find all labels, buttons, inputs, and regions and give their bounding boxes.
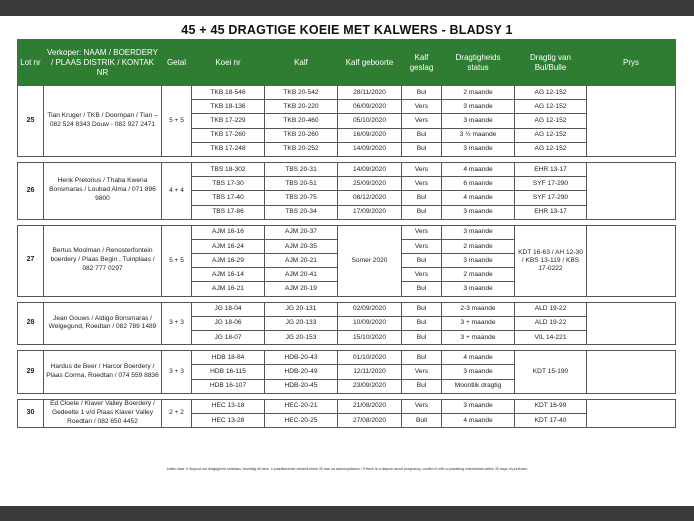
pregnancy-status: 3 maande (442, 100, 515, 114)
header-verkoper: Verkoper: NAAM / BOERDERY / PLAAS DISTRIK / KONTAK NR (44, 40, 162, 86)
pregnancy-status: 2-3 maande (442, 302, 515, 316)
cow-number: JG 18-04 (192, 302, 265, 316)
cow-number: HEC 13-18 (192, 399, 265, 413)
cow-number: AJM 16-14 (192, 268, 265, 282)
calf-birth: 14/09/2020 (338, 142, 402, 156)
cow-number: TBS 17-30 (192, 177, 265, 191)
calf-number: TKB 20-220 (265, 100, 338, 114)
calf-sex: Bul (402, 128, 442, 142)
bull-sire: KDT 16-99 (515, 399, 587, 413)
cow-number: AJM 16-29 (192, 254, 265, 268)
calf-number: HEC-20-25 (265, 413, 338, 427)
lot-number: 27 (18, 225, 44, 296)
cow-number: HDB 18-84 (192, 351, 265, 365)
calf-number: AJM 20-37 (265, 225, 338, 239)
header-status: Dragtigheids status (442, 40, 515, 86)
calf-sex: Vers (402, 114, 442, 128)
calf-sex: Bul (402, 191, 442, 205)
pregnancy-status: 3 maande (442, 399, 515, 413)
calf-sex: Bul (402, 142, 442, 156)
calf-sex: Vers (402, 177, 442, 191)
calf-number: HDB-20-45 (265, 379, 338, 393)
bull-sire: AG 12-152 (515, 100, 587, 114)
seller-info: Bertus Moolman / Renosterfontein boerdery / Plaas Begin , Tuinplaas / 082 777 0297 (44, 225, 162, 296)
price-cell[interactable] (587, 225, 676, 296)
header-getal: Getal (162, 40, 192, 86)
calf-birth: 01/10/2020 (338, 351, 402, 365)
calf-number: TKB 20-542 (265, 86, 338, 100)
calf-number: TKB 20-252 (265, 142, 338, 156)
calf-number: TBS 20-51 (265, 177, 338, 191)
animal-count: 4 + 4 (162, 162, 192, 219)
bull-sire: KDT 17-40 (515, 413, 587, 427)
calf-sex: Vers (402, 100, 442, 114)
bull-sire: AG 12-152 (515, 86, 587, 100)
calf-number: HDB-20-43 (265, 351, 338, 365)
table-row (18, 302, 676, 316)
calf-birth: Somer 2020 (338, 225, 402, 296)
pregnancy-status: 2 maande (442, 268, 515, 282)
bottom-bar (0, 506, 694, 521)
bull-sire: VIL 14-221 (515, 331, 587, 345)
seller-info: Ed Cloete / Klaver Valley Boerdery / Gedeelte 1 v/d Plaas Klaver Valley Roedtan / 082 650 4452 (44, 399, 162, 427)
pregnancy-status: 3 maande (442, 254, 515, 268)
animal-count: 3 + 3 (162, 302, 192, 345)
cow-number: TKB 17-248 (192, 142, 265, 156)
lot-number: 30 (18, 399, 44, 427)
pregnancy-status: 4 maande (442, 162, 515, 176)
cow-number: JG 18-07 (192, 331, 265, 345)
calf-sex: Vers (402, 162, 442, 176)
calf-number: AJM 20-21 (265, 254, 338, 268)
calf-sex: Vers (402, 225, 442, 239)
calf-birth: 06/09/2020 (338, 100, 402, 114)
lot-number: 28 (18, 302, 44, 345)
calf-birth: 12/11/2020 (338, 365, 402, 379)
table-row (18, 162, 676, 176)
animal-count: 3 + 3 (162, 351, 192, 394)
pregnancy-status: Moontlik dragtig (442, 379, 515, 393)
calf-number: JG 20-133 (265, 316, 338, 330)
cow-number: TBS 17-86 (192, 205, 265, 219)
calf-sex: Bul (402, 351, 442, 365)
table-header-row (18, 40, 676, 86)
calf-number: HEC-20-21 (265, 399, 338, 413)
bull-sire: AG 12-152 (515, 114, 587, 128)
pregnancy-status: 6 maande (442, 177, 515, 191)
price-cell[interactable] (587, 399, 676, 427)
cow-number: TKB 18-546 (192, 86, 265, 100)
calf-sex: Bul (402, 302, 442, 316)
calf-sex: Bul (402, 254, 442, 268)
calf-birth: 23/09/2020 (338, 379, 402, 393)
bull-sire: EHR 13-17 (515, 162, 587, 176)
calf-number: TKB 20-460 (265, 114, 338, 128)
calf-birth: 17/09/2020 (338, 205, 402, 219)
calf-birth: 16/09/2020 (338, 128, 402, 142)
table-row (18, 225, 676, 239)
pregnancy-status: 3 maande (442, 142, 515, 156)
seller-info: Hardus de Beer / Harcor Boerdery / Plaas Corma, Roedtan / 074 559 8836 (44, 351, 162, 394)
calf-number: TBS 20-34 (265, 205, 338, 219)
calf-sex: Bul (402, 86, 442, 100)
calf-number: AJM 20-19 (265, 282, 338, 296)
cow-number: TKB 17-229 (192, 114, 265, 128)
calf-sex: Vers (402, 365, 442, 379)
calf-number: TKB 20-260 (265, 128, 338, 142)
bull-sire: AG 12-152 (515, 128, 587, 142)
header-geboorte: Kalf geboorte (338, 40, 402, 86)
header-koei: Koei nr (192, 40, 265, 86)
price-cell[interactable] (587, 86, 676, 157)
pregnancy-status: 4 maande (442, 413, 515, 427)
calf-birth: 15/10/2020 (338, 331, 402, 345)
price-cell[interactable] (587, 162, 676, 219)
calf-sex: Bul (402, 282, 442, 296)
bull-sire: SYF 17-290 (515, 191, 587, 205)
header-geslag: Kalf geslag (402, 40, 442, 86)
footnote: Indien daar 'n dispuut oor dragtigheid ontstaan, bevestig dit deur 'n praktiserende veearts binne 30 dae na aankoopdatum / If there is a dispute about pregnancy, confirm it with a practising veterinarian within 30 days of purchase (166, 467, 528, 471)
table-row (18, 86, 676, 100)
calf-sex: Vers (402, 239, 442, 253)
bull-sire: KDT 15-190 (515, 351, 587, 394)
price-cell[interactable] (587, 351, 676, 394)
lot-number: 25 (18, 86, 44, 157)
calf-birth: 05/10/2020 (338, 114, 402, 128)
bull-sire: KDT 16-63 / AH 12-30 / KBS 13-119 / KBS 17-0222 (515, 225, 587, 296)
table-row (18, 351, 676, 365)
seller-info: Tian Kruger / TKB / Doornpan / Tian – 082 524 8343 Douw - 082 927 2471 (44, 86, 162, 157)
calf-number: TBS 20-75 (265, 191, 338, 205)
header-prys: Prys (587, 40, 676, 86)
document-page (0, 16, 694, 506)
pregnancy-status: 2 maande (442, 86, 515, 100)
cow-number: TBS 18-302 (192, 162, 265, 176)
calf-number: JG 20-131 (265, 302, 338, 316)
animal-count: 5 + 5 (162, 225, 192, 296)
calf-number: HDB-20-49 (265, 365, 338, 379)
pregnancy-status: 3 maande (442, 225, 515, 239)
pregnancy-status: 4 maande (442, 351, 515, 365)
cow-number: HEC 13-28 (192, 413, 265, 427)
cow-number: HDB 16-107 (192, 379, 265, 393)
price-cell[interactable] (587, 302, 676, 345)
pregnancy-status: 3 + maande (442, 316, 515, 330)
pregnancy-status: 3 maande (442, 365, 515, 379)
table-row (18, 399, 676, 413)
cow-number: TBS 17-40 (192, 191, 265, 205)
top-bar (0, 0, 694, 16)
header-lot: Lot nr (18, 40, 44, 86)
lot-number: 29 (18, 351, 44, 394)
table-body (18, 86, 676, 428)
calf-sex: Bul (402, 331, 442, 345)
calf-birth: 28/11/2020 (338, 86, 402, 100)
calf-number: AJM 20-41 (265, 268, 338, 282)
bull-sire: AG 12-152 (515, 142, 587, 156)
calf-birth: 25/09/2020 (338, 177, 402, 191)
pregnancy-status: 3 maande (442, 114, 515, 128)
bull-sire: ALD 19-22 (515, 302, 587, 316)
pregnancy-status: 2 maande (442, 239, 515, 253)
auction-table (17, 39, 676, 428)
seller-info: Jean Gouws / Aldigo Bonsmaras / Welgegund, Roedtan / 082 789 1489 (44, 302, 162, 345)
header-bul: Dragtig van Bul/Bulle (515, 40, 587, 86)
page-title: 45 + 45 DRAGTIGE KOEIE MET KALWERS - BLADSY 1 (181, 23, 513, 37)
calf-sex: Vers (402, 399, 442, 413)
calf-number: TBS 20-31 (265, 162, 338, 176)
cow-number: HDB 16-115 (192, 365, 265, 379)
pregnancy-status: 3 ½ maande (442, 128, 515, 142)
header-kalf: Kalf (265, 40, 338, 86)
cow-number: JG 18-06 (192, 316, 265, 330)
calf-birth: 27/08/2020 (338, 413, 402, 427)
calf-number: JG 20-153 (265, 331, 338, 345)
seller-info: Henk Pretorius / Thaba Kwena Bonsmaras / Loubad Alma / 071 896 9800 (44, 162, 162, 219)
calf-birth: 10/09/2020 (338, 316, 402, 330)
bull-sire: EHR 13-17 (515, 205, 587, 219)
cow-number: TKB 18-136 (192, 100, 265, 114)
animal-count: 2 + 2 (162, 399, 192, 427)
animal-count: 5 + 5 (162, 86, 192, 157)
calf-number: AJM 20-35 (265, 239, 338, 253)
lot-number: 26 (18, 162, 44, 219)
calf-birth: 02/09/2020 (338, 302, 402, 316)
pregnancy-status: 3 maande (442, 282, 515, 296)
pregnancy-status: 3 + maande (442, 331, 515, 345)
cow-number: AJM 16-24 (192, 239, 265, 253)
calf-sex: Bull (402, 413, 442, 427)
cow-number: AJM 16-21 (192, 282, 265, 296)
calf-birth: 21/08/2020 (338, 399, 402, 413)
calf-sex: Bul (402, 316, 442, 330)
pregnancy-status: 4 maande (442, 191, 515, 205)
calf-sex: Vers (402, 268, 442, 282)
pregnancy-status: 3 maande (442, 205, 515, 219)
cow-number: TKB 17-260 (192, 128, 265, 142)
calf-sex: Bul (402, 205, 442, 219)
bull-sire: SYF 17-290 (515, 177, 587, 191)
calf-birth: 14/09/2020 (338, 162, 402, 176)
calf-birth: 08/12/2020 (338, 191, 402, 205)
calf-sex: Bul (402, 379, 442, 393)
bull-sire: ALD 19-22 (515, 316, 587, 330)
cow-number: AJM 16-16 (192, 225, 265, 239)
